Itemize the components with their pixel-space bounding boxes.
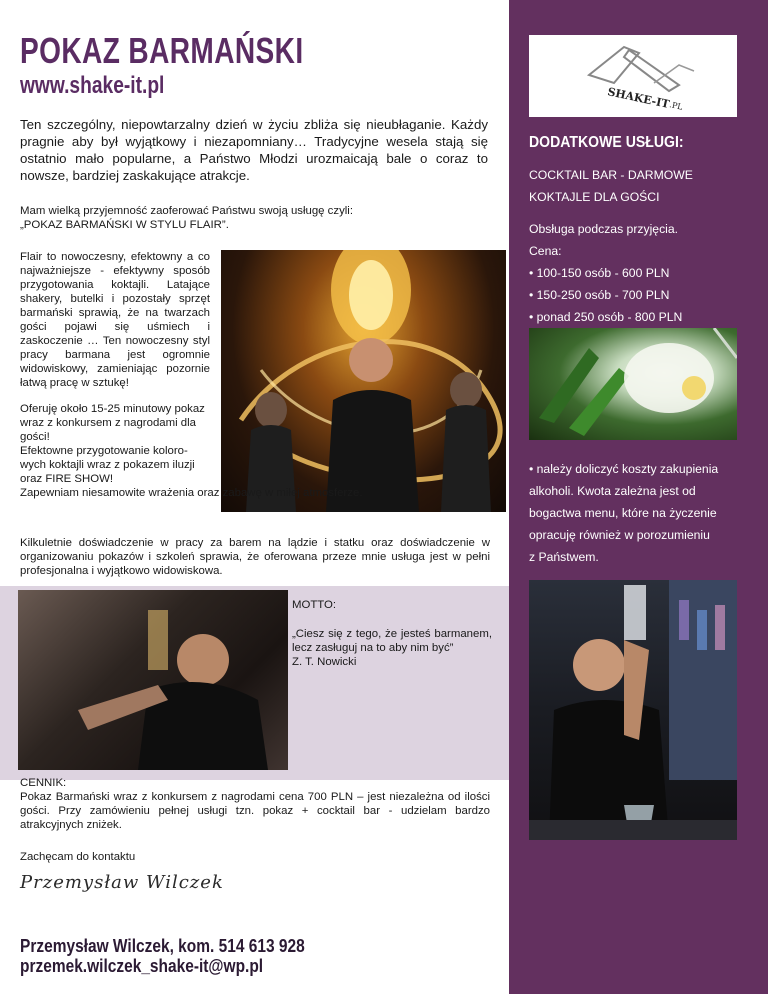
- show-line: oraz FIRE SHOW!: [20, 473, 114, 485]
- offer-paragraph: [20, 204, 490, 232]
- contact-info: [20, 936, 305, 976]
- services-heading: DODATKOWE USŁUGI:: [529, 134, 684, 151]
- cocktail-photo: [529, 328, 737, 440]
- logo-text: SHAKE-IT: [606, 85, 671, 112]
- note-line: z Państwem.: [529, 550, 599, 564]
- pricing-text: Pokaz Barmański wraz z konkursem z nagrodami cena 700 PLN – jest niezależna od ilości gości. Przy zamówieniu pełnej usługi tzn. pokaz + cocktail bar - udzielam bardzo atrakcyjnych zniżek.: [20, 791, 490, 831]
- flair-paragraph: Flair to nowoczesny, efektowny a co najważniejsze - efektywny sposób przygotowania koktajli. Latające shakery, butelki i pozostały sprzęt barmański sprawią, że na twarzach gości pojawi się uśmiech i zaskoczenie … Ten nowoczesny styl pracy barmana jest ogromnie widowiskowy, zamieniając pozornie łatwą pracę w sztukę!: [20, 251, 210, 389]
- motto-label: MOTTO:: [292, 599, 337, 611]
- note-line: • należy doliczyć koszty zakupienia: [529, 462, 719, 476]
- contact-email[interactable]: przemek.wilczek_shake-it@wp.pl: [20, 956, 264, 976]
- pricing-label: CENNIK:: [20, 777, 67, 789]
- contact-phone[interactable]: Przemysław Wilczek, kom. 514 613 928: [20, 936, 305, 956]
- show-line: gości!: [20, 431, 50, 443]
- show-line: wraz z konkursem z nagrodami dla: [20, 417, 196, 429]
- service-line: COCKTAIL BAR - DARMOWE: [529, 168, 693, 182]
- logo-suffix: .PL: [668, 100, 684, 112]
- show-paragraph: [20, 402, 460, 500]
- logo-icon: [529, 35, 737, 117]
- barman-illustration: [18, 590, 288, 770]
- motto-quote: [292, 627, 492, 669]
- show-line: Oferuję około 15-25 minutowy pokaz: [20, 403, 205, 415]
- website-url[interactable]: www.shake-it.pl: [20, 72, 165, 99]
- offer-line: Mam wielką przyjemność zaoferować Państwu swoją usługę czyli:: [20, 205, 353, 217]
- pricing-section: [20, 776, 490, 832]
- barman-photo: [18, 590, 288, 770]
- shake-it-logo: [529, 35, 737, 117]
- cocktail-illustration: [529, 328, 737, 440]
- motto-quote-text: „Ciesz się z tego, że jesteś barmanem, lecz zasługuj na to aby nim być”: [292, 628, 492, 654]
- signature: Przemysław Wilczek: [20, 872, 224, 893]
- note-line: alkoholi. Kwota zależna jest od: [529, 484, 696, 498]
- service-note: Obsługa podczas przyjęcia.: [529, 222, 679, 236]
- bartender-photo: [529, 580, 737, 840]
- bartender-illustration: [529, 580, 737, 840]
- price-item: • 150-250 osób - 700 PLN: [529, 288, 670, 302]
- intro-paragraph: Ten szczególny, niepowtarzalny dzień w życiu zbliża się nieubłaganie. Każdy pragnie aby był wyjątkowy i niezapomniany… Tradycyjne wesela stają się ostatnio mało popularne, a Państwo Młodzi urozmaicają bale o coraz to nowsze, bardziej zaskakujące atrakcje.: [20, 117, 488, 183]
- price-item: • ponad 250 osób - 800 PLN: [529, 310, 683, 324]
- note-line: opracuję również w porozumieniu: [529, 528, 710, 542]
- service-line: KOKTAJLE DLA GOŚCI: [529, 190, 660, 204]
- page-title: POKAZ BARMAŃSKI: [20, 30, 304, 71]
- contact-invite: Zachęcam do kontaktu: [20, 851, 136, 863]
- show-line: wych koktajli wraz z pokazem iluzji: [20, 459, 195, 471]
- motto-author: Z. T. Nowicki: [292, 656, 357, 668]
- price-item: • 100-150 osób - 600 PLN: [529, 266, 670, 280]
- experience-paragraph: Kilkuletnie doświadczenie w pracy za barem na lądzie i statku oraz doświadczenie w organizowaniu pokazów i szkoleń sprawia, że oferowana przeze mnie usługa jest w pełni profesjonalna i wyjątkowo widowiskowa.: [20, 537, 490, 577]
- price-label: Cena:: [529, 244, 562, 258]
- note-block: [529, 458, 744, 568]
- note-line: bogactwa menu, które na życzenie: [529, 506, 717, 520]
- show-line: Efektowne przygotowanie koloro-: [20, 445, 188, 457]
- offer-line: „POKAZ BARMAŃSKI W STYLU FLAIR”.: [20, 219, 229, 231]
- services-block: [529, 164, 744, 328]
- show-line: Zapewniam niesamowite wrażenia oraz zabawę w miłej atmosferze.: [20, 487, 363, 499]
